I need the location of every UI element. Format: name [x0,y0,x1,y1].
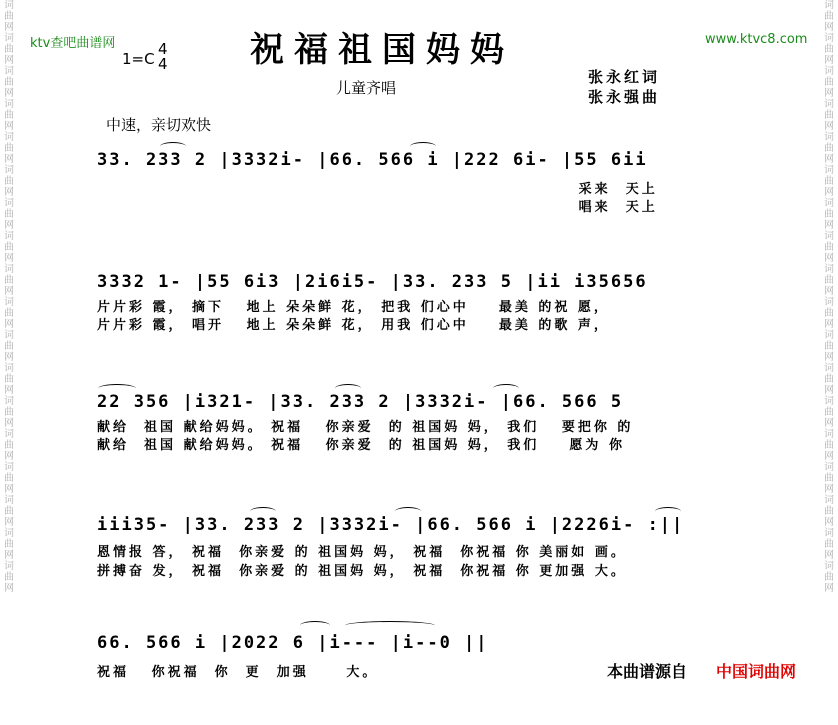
lyrics-verse-1: 采来 天上 [97,182,658,197]
lyrics-verse-2: 献给 祖国 献给妈妈。 祝福 你亲爱 的 祖国妈 妈， 我们 愿为 你 [97,438,625,453]
lyrics-verse-1: 片片彩 霞， 摘下 地上 朵朵鲜 花， 把我 们心中 最美 的祝 愿， [97,300,610,315]
time-denominator: 4 [158,55,168,73]
lyrics-verse-2: 唱来 天上 [97,200,658,215]
source-brand-link[interactable]: 中国词曲网 [716,662,797,681]
time-numerator: 4 [158,40,168,58]
notation-line: 66. 566 i |2022 6 |i--- |i--0 || [97,633,489,653]
notation-line: 22 356 |i321- |33. 233 2 |3332i- |66. 566 5 [97,392,624,412]
tempo-marking: 中速，亲切欢快 [106,116,212,134]
tie [345,621,435,630]
slur [300,621,330,630]
score-system-2 [0,262,838,362]
performance-type: 儿童齐唱 [336,79,397,97]
site-name-left[interactable]: ktv查吧曲谱网 [30,36,116,51]
score-system-4 [0,505,838,605]
notation-line: 33. 233 2 |3332i- |66. 566 i |222 6i- |55 6ii [97,150,648,170]
lyrics-verse-2: 拼搏奋 发， 祝福 你亲爱 的 祖国妈 妈， 祝福 你祝福 你 更加强 大。 [97,564,627,579]
credits [588,67,660,107]
key-signature: 1=C [122,50,155,68]
composer: 张永强曲 [588,88,661,106]
time-signature [158,42,168,72]
score-system-5 [0,625,838,725]
source-label: 本曲谱源自 [607,662,688,681]
lyricist: 张永红词 [588,68,661,86]
watermark-left: 词曲网词曲网词曲网词曲网词曲网词曲网词曲网词曲网词曲网词曲网词曲网词曲网词曲网词曲网词曲网词曲网词曲网词曲网 [4,0,14,594]
watermark-right: 词曲网词曲网词曲网词曲网词曲网词曲网词曲网词曲网词曲网词曲网词曲网词曲网词曲网词曲网词曲网词曲网词曲网词曲网 [824,0,834,594]
song-title: 祝福祖国妈妈 [250,30,514,70]
score-system-3 [0,382,838,482]
lyrics-verse-2: 片片彩 霞， 唱开 地上 朵朵鲜 花， 用我 们心中 最美 的歌 声， [97,318,610,333]
lyrics-verse-1: 恩情报 答， 祝福 你亲爱 的 祖国妈 妈， 祝福 你祝福 你 美丽如 画。 [97,545,627,560]
notation-line: 3332 1- |55 6i3 |2i6i5- |33. 233 5 |ii i35656 [97,272,648,292]
lyrics-verse-1: 祝福 你祝福 你 更 加强 大。 [97,665,379,680]
score-system-1 [0,140,838,240]
notation-line: iii35- |33. 233 2 |3332i- |66. 566 i |2226i- :|| [97,515,685,535]
site-url-right[interactable]: www.ktvc8.com [705,32,808,47]
lyrics-verse-1: 献给 祖国 献给妈妈。 祝福 你亲爱 的 祖国妈 妈， 我们 要把你 的 [97,420,634,435]
